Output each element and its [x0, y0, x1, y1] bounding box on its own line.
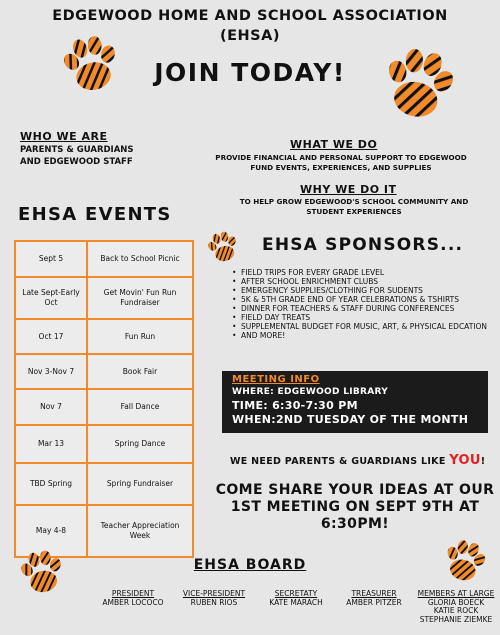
table-row [15, 319, 193, 354]
board-member-treasurer: TREASURER AMBER PITZER [346, 589, 402, 607]
org-acronym: (EHSA) [220, 28, 280, 44]
event-name: Spring Fundraiser [87, 463, 193, 505]
share-ideas-text: COME SHARE YOUR IDEAS AT OUR 1ST MEETING ON SEPT 9TH AT 6:30PM! [215, 482, 495, 532]
table-row [15, 425, 193, 463]
org-title: EDGEWOOD HOME AND SCHOOL ASSOCIATION [52, 8, 448, 24]
meeting-when: WHEN:2ND TUESDAY OF THE MONTH [232, 413, 469, 426]
event-name: Spring Dance [87, 425, 193, 463]
event-date: Sept 5 [15, 241, 87, 277]
events-table [14, 240, 194, 558]
event-date: Late Sept-Early Oct [15, 277, 87, 319]
event-name: Back to School Picnic [87, 241, 193, 277]
event-date: Mar 13 [15, 425, 87, 463]
event-name: Teacher Appreciation Week [87, 505, 193, 557]
meeting-time: TIME: 6:30-7:30 PM [232, 399, 358, 412]
table-row [15, 463, 193, 505]
what-we-do-heading: WHAT WE DO [290, 138, 378, 151]
list-item: • FIELD TRIPS FOR EVERY GRADE LEVEL [232, 268, 492, 277]
event-date: May 4-8 [15, 505, 87, 557]
table-row [15, 241, 193, 277]
event-date: Nov 7 [15, 389, 87, 425]
board-member-president: PRESIDENT AMBER LOCOCO [102, 589, 164, 607]
who-we-are-heading: WHO WE ARE [20, 130, 108, 143]
list-item: • AND MORE! [232, 331, 492, 340]
what-we-do-text: PROVIDE FINANCIAL AND PERSONAL SUPPORT TO EDGEWOOD FUND EVENTS, EXPERIENCES, AND SUPPLIES [215, 153, 467, 172]
list-item: • SUPPLEMENTAL BUDGET FOR MUSIC, ART, & PHYSICAL EDCATION [232, 322, 492, 331]
join-today-heading: JOIN TODAY! [154, 58, 346, 87]
board-heading: EHSA BOARD [193, 557, 307, 573]
event-date: Oct 17 [15, 319, 87, 354]
tiger-paw-icon [54, 27, 128, 101]
event-name: Book Fair [87, 354, 193, 389]
sponsors-list [232, 268, 492, 340]
board-member-vice-president: VICE-PRESIDENT RUBEN RIOS [182, 589, 246, 607]
table-row [15, 354, 193, 389]
board-member-secretary: SECRETATY KATE MARACH [269, 589, 323, 607]
table-row [15, 277, 193, 319]
list-item: • AFTER SCHOOL ENRICHMENT CLUBS [232, 277, 492, 286]
why-we-do-it-heading: WHY WE DO IT [300, 183, 397, 196]
event-name: Get Movin' Fun Run Fundraiser [87, 277, 193, 319]
list-item: • 5K & 5TH GRADE END OF YEAR CELEBRATIONS & TSHIRTS [232, 295, 492, 304]
meeting-info-box [222, 371, 488, 433]
tiger-paw-icon [373, 38, 466, 131]
event-date: TBD Spring [15, 463, 87, 505]
meeting-where: WHERE: EDGEWOOD LIBRARY [232, 387, 389, 397]
list-item: • EMERGENCY SUPPLIES/CLOTHING FOR SUDENTS [232, 286, 492, 295]
event-name: Fun Run [87, 319, 193, 354]
events-heading: EHSA EVENTS [18, 204, 172, 225]
board-members-at-large: MEMBERS AT LARGE GLORIA BOECK KATIE ROCK STEPHANIE ZIEMKE [417, 589, 495, 624]
tiger-paw-icon [202, 226, 244, 268]
list-item: • DINNER FOR TEACHERS & STAFF DURING CONFERENCES [232, 304, 492, 313]
why-we-do-it-text: TO HELP GROW EDGEWOOD'S SCHOOL COMMUNITY AND STUDENT EXPERIENCES [239, 197, 469, 216]
event-name: Fall Dance [87, 389, 193, 425]
we-need-text: WE NEED PARENTS & GUARDIANS LIKE YOU! [230, 453, 486, 468]
table-row [15, 389, 193, 425]
meeting-info-title: MEETING INFO [232, 374, 320, 385]
who-we-are-text: PARENTS & GUARDIANS AND EDGEWOOD STAFF [20, 145, 134, 167]
list-item: • FIELD DAY TREATS [232, 313, 492, 322]
event-date: Nov 3-Nov 7 [15, 354, 87, 389]
sponsors-heading: EHSA SPONSORS... [262, 235, 464, 255]
